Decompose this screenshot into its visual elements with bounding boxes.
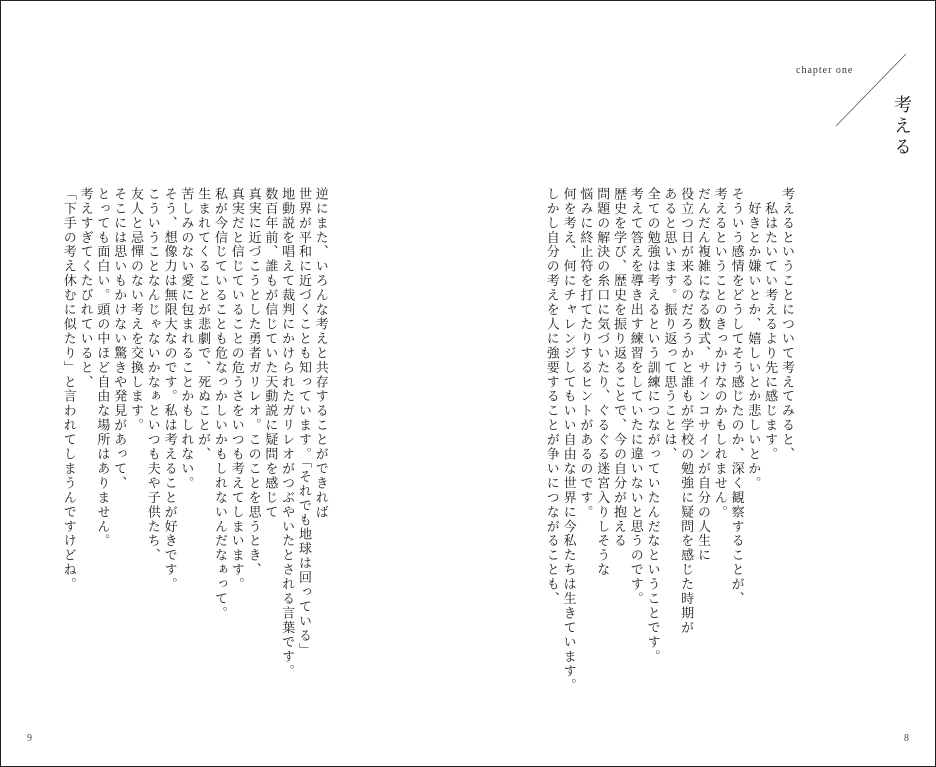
page-number-left: 9 [27,733,32,744]
body-line: 問題の解決の糸口に気づいたり、ぐるぐる迷宮入りしそうな [594,187,610,578]
body-line: 世界が平和に近づくことも知っています。「それでも地球は回っている」 [295,187,311,658]
body-line: 考えすぎてくたびれていると、 [77,187,93,390]
body-line: 数百年前、誰もが信じていた天動説に疑問を感じて [262,187,278,520]
body-line: 悩みに終止符を打てたりするヒントがあるのです。 [577,187,593,520]
body-line: 私が今信じていることも危なっかしいかもしれないんだなぁって。 [211,187,227,621]
body-line: 考えるということのきっかけなのかもしれません。 [711,187,727,520]
body-line: 逆にまた、いろんな考えと共存することができれば [312,187,328,520]
body-line: 歴史を学び、歴史を振り返ることで、今の自分が抱える [610,187,626,549]
chapter-title: 考える [891,95,912,158]
body-line: 考えて答えを導き出す練習をしていたに違いないと思うのです。 [627,187,643,607]
body-line: 真実だと信じていることの危うさをいつも考えてしまいます。 [228,187,244,592]
body-line: 何を考え、何にチャレンジしてもいい自由な世界に今私たちは生きています。 [560,187,576,693]
body-line: こういうことなんじゃないかなぁといつも夫や子供たち、 [144,187,160,563]
body-line: 友人と忌憚のない考えを交換します。 [127,187,143,433]
body-line: とっても面白い。頭の中ほど自由な場所はありません。 [94,187,110,549]
body-line: 地動説を唱えて裁判にかけられたガリレオがつぶやいたとされる言葉です。 [279,187,295,679]
body-line: しかし自分の考えを人に強要することが争いにつながることも、 [543,187,559,607]
body-line: 生まれてくることが悲劇で、死ぬことが、 [195,187,211,462]
body-line: 全ての勉強は考えるという訓練につながっていたんだなということです。 [644,187,660,664]
body-line: 好きとか嫌いとか、嬉しいとか悲しいとか。 [745,187,761,491]
body-line: 真実に近づこうとした勇者ガリレオ。このことを思うとき、 [245,187,261,578]
body-line: そう、想像力は無限大なのです。私は考えることが好きです。 [161,187,177,592]
body-line: そこには思いもかけない驚きや発見があって、 [111,187,127,491]
body-line: 考えるということについて考えてみると、 [778,187,794,462]
body-line: 私はたいてい考えるより先に感じます。 [762,187,778,462]
body-line: 苦しみのない愛に包まれることかもしれない。 [178,187,194,491]
body-line: だんだん複雑になる数式、サインコサインが自分の人生に [694,187,710,563]
body-line: あると思います。振り返って思うことは、 [661,187,677,462]
left-page-body [59,187,328,679]
right-page-body [542,187,794,693]
page-number-right: 8 [904,733,909,744]
body-line: そういう感情をどうしてそう感じたのか、深く観察することが、 [728,187,744,607]
body-line: 「下手の考え休むに似たり」と言われてしまうんですけどね。 [60,187,76,592]
chapter-label: chapter one [796,65,854,76]
body-line: 役立つ日が来るのだろうかと誰もが学校の勉強に疑問を感じた時期が [678,187,694,635]
